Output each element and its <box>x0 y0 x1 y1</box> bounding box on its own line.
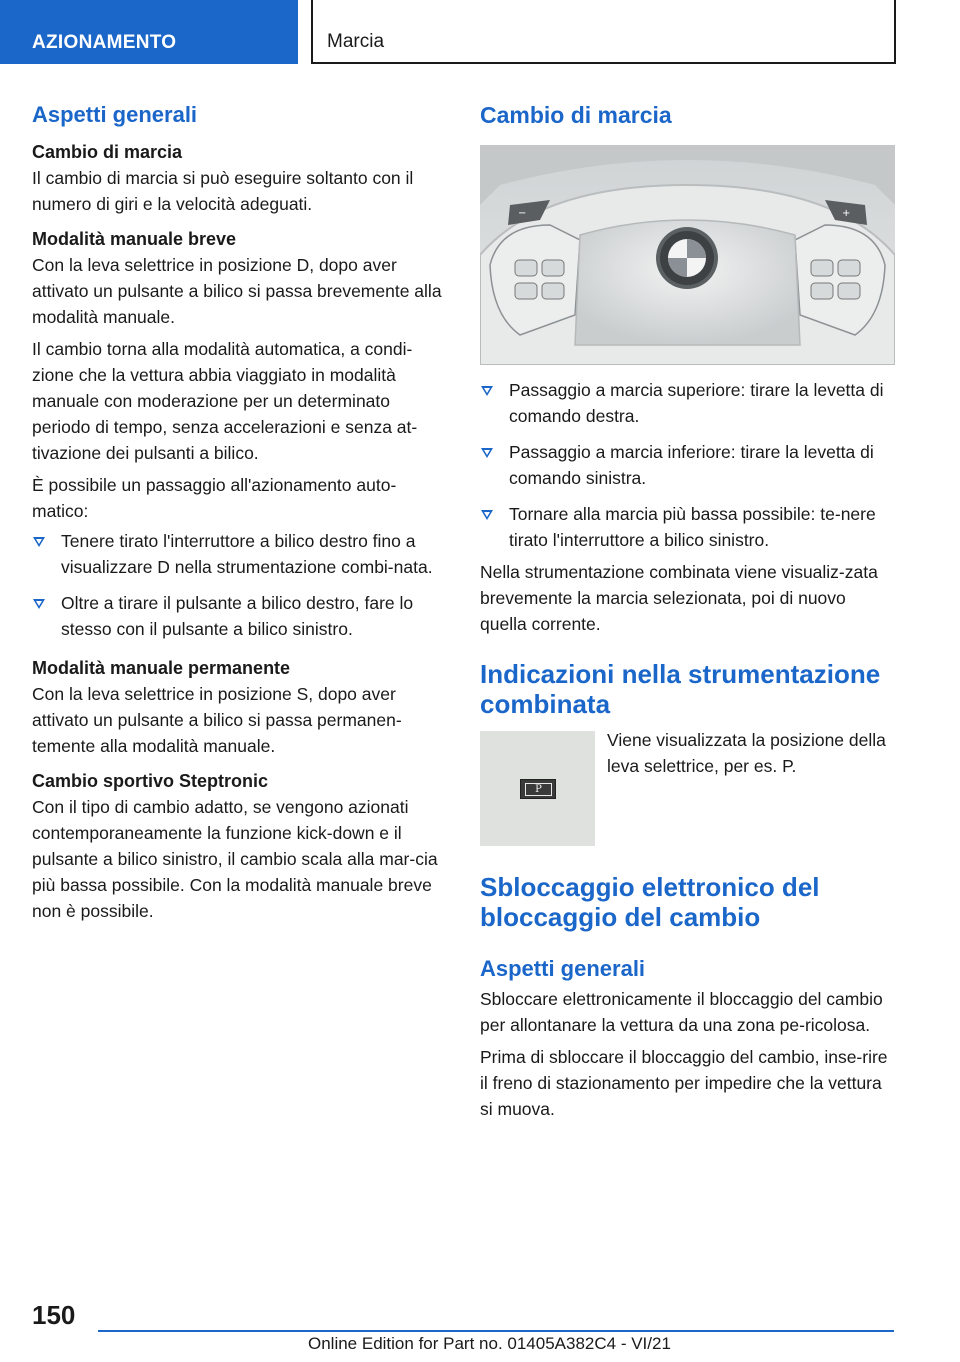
right-column <box>480 100 896 1122</box>
left-column <box>32 100 448 924</box>
paragraph: Sbloccare elettronicamente il bloccaggio del cambio per allontanare la vettura da una zona pe-ricolosa. <box>480 989 883 1035</box>
section-heading-electronic-unlock: Sbloccaggio elettronico del bloccaggio del cambio <box>480 872 820 932</box>
subheading-manual-short: Modalità manuale breve <box>32 229 237 249</box>
triangle-bullet-icon <box>33 537 45 547</box>
paragraph: Con la leva selettrice in posizione D, dopo aver attivato un pulsante a bilico si passa brevemente alla modalità manuale. <box>32 255 442 327</box>
section-tab: AZIONAMENTO <box>0 0 298 64</box>
paragraph: Con il tipo di cambio adatto, se vengono azionati contemporaneamente la funzione kick-down e il pulsante a bilico sinistro, il cambio scala alla mar-cia più bassa possibile. Con la modalità manuale breve non è possibile. <box>32 797 438 921</box>
section-heading-gear-change: Cambio di marcia <box>480 102 672 128</box>
svg-text:−: − <box>518 208 527 219</box>
subheading-gear-change: Cambio di marcia <box>32 142 183 162</box>
paragraph: Viene visualizzata la posizione della leva selettrice, per es. P. <box>607 730 886 776</box>
instrument-cluster-illustration <box>480 731 595 846</box>
list-item: Passaggio a marcia inferiore: tirare la levetta di comando sinistra. <box>480 439 896 491</box>
triangle-bullet-icon <box>33 599 45 609</box>
page-number: 150 <box>32 1300 76 1330</box>
subheading-steptronic: Cambio sportivo Steptronic <box>32 771 269 791</box>
subsection-heading-general: Aspetti generali <box>480 956 646 981</box>
bullet-list <box>32 528 448 642</box>
paragraph: Il cambio torna alla modalità automatica, a condi-zione che la vettura abbia viaggiato in modalità manuale con moderazione per un determinato periodo di tempo, senza accelerazioni e senza at-tivazione dei pulsanti a bilico. <box>32 339 418 463</box>
paragraph: Nella strumentazione combinata viene visualiz-zata brevemente la marcia selezionata, poi di nuovo quella corrente. <box>480 562 878 634</box>
subheading-manual-permanent: Modalità manuale permanente <box>32 658 291 678</box>
svg-text:+: + <box>842 208 851 219</box>
steering-wheel-icon <box>480 145 895 365</box>
section-heading-instrument-cluster: Indicazioni nella strumentazione combinata <box>480 659 881 719</box>
list-item: Passaggio a marcia superiore: tirare la levetta di comando destra. <box>480 377 896 429</box>
gear-position-label: P <box>525 783 552 796</box>
list-item: Tornare alla marcia più bassa possibile: te-nere tirato l'interruttore a bilico sinistro. <box>480 501 896 553</box>
list-item: Tenere tirato l'interruttore a bilico destro fino a visualizzare D nella strumentazione combi-nata. <box>32 528 448 580</box>
footer-divider <box>98 1330 894 1332</box>
chapter-title: Marcia <box>311 0 896 64</box>
paragraph: Prima di sbloccare il bloccaggio del cambio, inse-rire il freno di stazionamento per impedire che la vettura si muova. <box>480 1047 888 1119</box>
bullet-list <box>480 377 896 553</box>
triangle-bullet-icon <box>481 448 493 458</box>
gear-position-icon <box>520 779 556 799</box>
footer-edition-text: Online Edition for Part no. 01405A382C4 - VI/21 <box>308 1334 671 1353</box>
triangle-bullet-icon <box>481 386 493 396</box>
triangle-bullet-icon <box>481 510 493 520</box>
paragraph: È possibile un passaggio all'azionamento auto-matico: <box>32 475 397 521</box>
paragraph: Con la leva selettrice in posizione S, dopo aver attivato un pulsante a bilico si passa permanen-temente alla modalità manuale. <box>32 684 402 756</box>
section-heading-general: Aspetti generali <box>32 102 198 127</box>
list-item: Oltre a tirare il pulsante a bilico destro, fare lo stesso con il pulsante a bilico sinistro. <box>32 590 448 642</box>
paragraph: Il cambio di marcia si può eseguire soltanto con il numero di giri e la velocità adeguati. <box>32 168 414 214</box>
steering-wheel-illustration <box>480 145 895 365</box>
display-indicator-row <box>480 731 896 846</box>
